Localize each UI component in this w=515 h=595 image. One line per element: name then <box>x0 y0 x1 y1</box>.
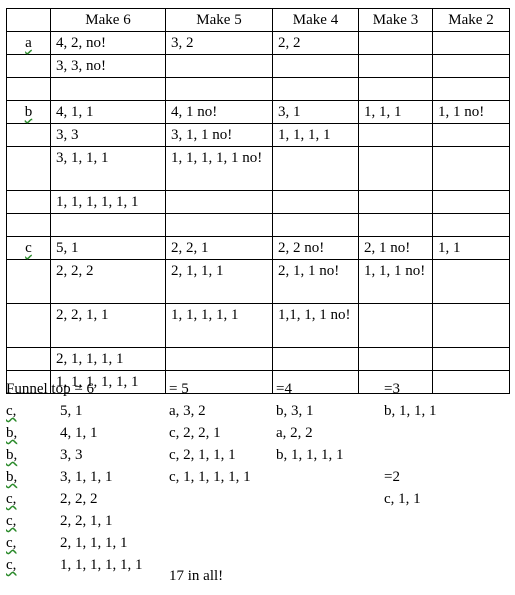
cell: 3, 1, 1, 1 <box>51 147 166 191</box>
funnel-value-5: c, 2, 2, 1 <box>169 425 221 441</box>
cell: 2, 1 no! <box>359 237 433 260</box>
funnel-row <box>6 510 509 532</box>
funnel-header-2: =2 <box>384 469 400 485</box>
cell <box>273 55 359 78</box>
cell <box>433 147 510 191</box>
cell <box>166 191 273 214</box>
section-label-b: b <box>7 101 51 124</box>
cell: 3, 3, no! <box>51 55 166 78</box>
cell <box>166 55 273 78</box>
funnel-value: 2, 2, 1, 1 <box>60 513 113 529</box>
cell <box>273 191 359 214</box>
header-make-3: Make 3 <box>359 9 433 32</box>
cell: 2, 2 <box>273 32 359 55</box>
cell <box>7 304 51 348</box>
funnel-label: b, <box>6 425 18 441</box>
funnel-row <box>6 444 509 466</box>
cell: 2, 1, 1, 1, 1 <box>51 348 166 371</box>
cell <box>359 124 433 147</box>
funnel-header-4: =4 <box>276 381 292 397</box>
cell: 1, 1, 1, 1, 1, 1 <box>51 371 166 394</box>
cell <box>273 348 359 371</box>
cell: 3, 3 <box>51 124 166 147</box>
cell <box>7 191 51 214</box>
cell: 3, 2 <box>166 32 273 55</box>
cell <box>359 304 433 348</box>
funnel-value-4: b, 1, 1, 1, 1 <box>276 447 344 463</box>
cell: 2, 2 no! <box>273 237 359 260</box>
funnel-label: c, <box>6 403 17 419</box>
funnel-value: 2, 1, 1, 1, 1 <box>60 535 128 551</box>
cell: 1, 1, 1, 1 <box>273 124 359 147</box>
funnel-row <box>6 466 509 488</box>
cell <box>359 55 433 78</box>
cell <box>433 260 510 304</box>
cell: 5, 1 <box>51 237 166 260</box>
spacer-row <box>7 214 510 237</box>
funnel-value-5: a, 3, 2 <box>169 403 206 419</box>
funnel-value: 3, 1, 1, 1 <box>60 469 113 485</box>
funnel-header-3: =3 <box>384 381 400 397</box>
cell: 1, 1, 1, 1, 1 no! <box>166 147 273 191</box>
funnel-header-6: Funnel top = 6 <box>6 381 95 397</box>
funnel-row <box>6 488 509 510</box>
table-row <box>7 55 510 78</box>
funnel-value-4: b, 3, 1 <box>276 403 314 419</box>
cell <box>166 348 273 371</box>
funnel-label: c, <box>6 513 17 529</box>
funnel-row <box>6 554 509 576</box>
funnel-label: c, <box>6 491 17 507</box>
funnel-value: 5, 1 <box>60 403 83 419</box>
spacer-row <box>7 78 510 101</box>
cell <box>359 32 433 55</box>
funnel-value-5: c, 1, 1, 1, 1, 1 <box>169 469 251 485</box>
table-row <box>7 260 510 304</box>
cell <box>359 147 433 191</box>
cell <box>7 55 51 78</box>
table-row <box>7 32 510 55</box>
table-row <box>7 147 510 191</box>
cell: 2, 2, 2 <box>51 260 166 304</box>
cell: 1,1, 1, 1 no! <box>273 304 359 348</box>
header-make-4: Make 4 <box>273 9 359 32</box>
cell: 1, 1, 1, 1, 1 <box>166 304 273 348</box>
cell: 4, 2, no! <box>51 32 166 55</box>
cell <box>433 304 510 348</box>
funnel-label: b, <box>6 447 18 463</box>
section-label-c: c <box>7 237 51 260</box>
funnel-label: c, <box>6 535 17 551</box>
make-table <box>6 8 510 394</box>
cell <box>433 124 510 147</box>
cell: 2, 1, 1 no! <box>273 260 359 304</box>
funnel-label: b, <box>6 469 18 485</box>
funnel-value: 1, 1, 1, 1, 1, 1 <box>60 557 143 573</box>
cell: 4, 1, 1 <box>51 101 166 124</box>
funnel-list <box>6 378 509 576</box>
funnel-value: 4, 1, 1 <box>60 425 98 441</box>
header-make-6: Make 6 <box>51 9 166 32</box>
cell <box>433 32 510 55</box>
cell <box>7 260 51 304</box>
cell <box>7 124 51 147</box>
funnel-value: 3, 3 <box>60 447 83 463</box>
table-row <box>7 124 510 147</box>
cell: 2, 2, 1, 1 <box>51 304 166 348</box>
cell: 1, 1, 1, 1, 1, 1 <box>51 191 166 214</box>
cell: 1, 1 <box>433 237 510 260</box>
table-row <box>7 237 510 260</box>
cell <box>359 191 433 214</box>
funnel-value: 2, 2, 2 <box>60 491 98 507</box>
table-row <box>7 101 510 124</box>
header-row <box>7 9 510 32</box>
cell <box>359 348 433 371</box>
section-label-a: a <box>7 32 51 55</box>
cell: 4, 1 no! <box>166 101 273 124</box>
cell <box>433 55 510 78</box>
cell <box>433 191 510 214</box>
funnel-row <box>6 532 509 554</box>
funnel-header-5: = 5 <box>169 381 189 397</box>
table-row <box>7 191 510 214</box>
funnel-value-5: c, 2, 1, 1, 1 <box>169 447 236 463</box>
cell: 1, 1, 1 <box>359 101 433 124</box>
cell: 2, 1, 1, 1 <box>166 260 273 304</box>
funnel-row <box>6 400 509 422</box>
cell <box>7 348 51 371</box>
funnel-row <box>6 422 509 444</box>
cell <box>273 147 359 191</box>
funnel-label: c, <box>6 557 17 573</box>
funnel-value-3: b, 1, 1, 1 <box>384 403 437 419</box>
funnel-value-4: a, 2, 2 <box>276 425 313 441</box>
cell: 1, 1, 1 no! <box>359 260 433 304</box>
funnel-header-row <box>6 378 509 400</box>
header-make-5: Make 5 <box>166 9 273 32</box>
funnel-value-2: c, 1, 1 <box>384 491 421 507</box>
cell <box>7 147 51 191</box>
cell: 3, 1, 1 no! <box>166 124 273 147</box>
cell: 3, 1 <box>273 101 359 124</box>
table-row <box>7 348 510 371</box>
cell: 1, 1 no! <box>433 101 510 124</box>
cell <box>433 348 510 371</box>
header-blank <box>7 9 51 32</box>
cell: 2, 2, 1 <box>166 237 273 260</box>
table-row <box>7 304 510 348</box>
total-count: 17 in all! <box>169 568 224 584</box>
header-make-2: Make 2 <box>433 9 510 32</box>
